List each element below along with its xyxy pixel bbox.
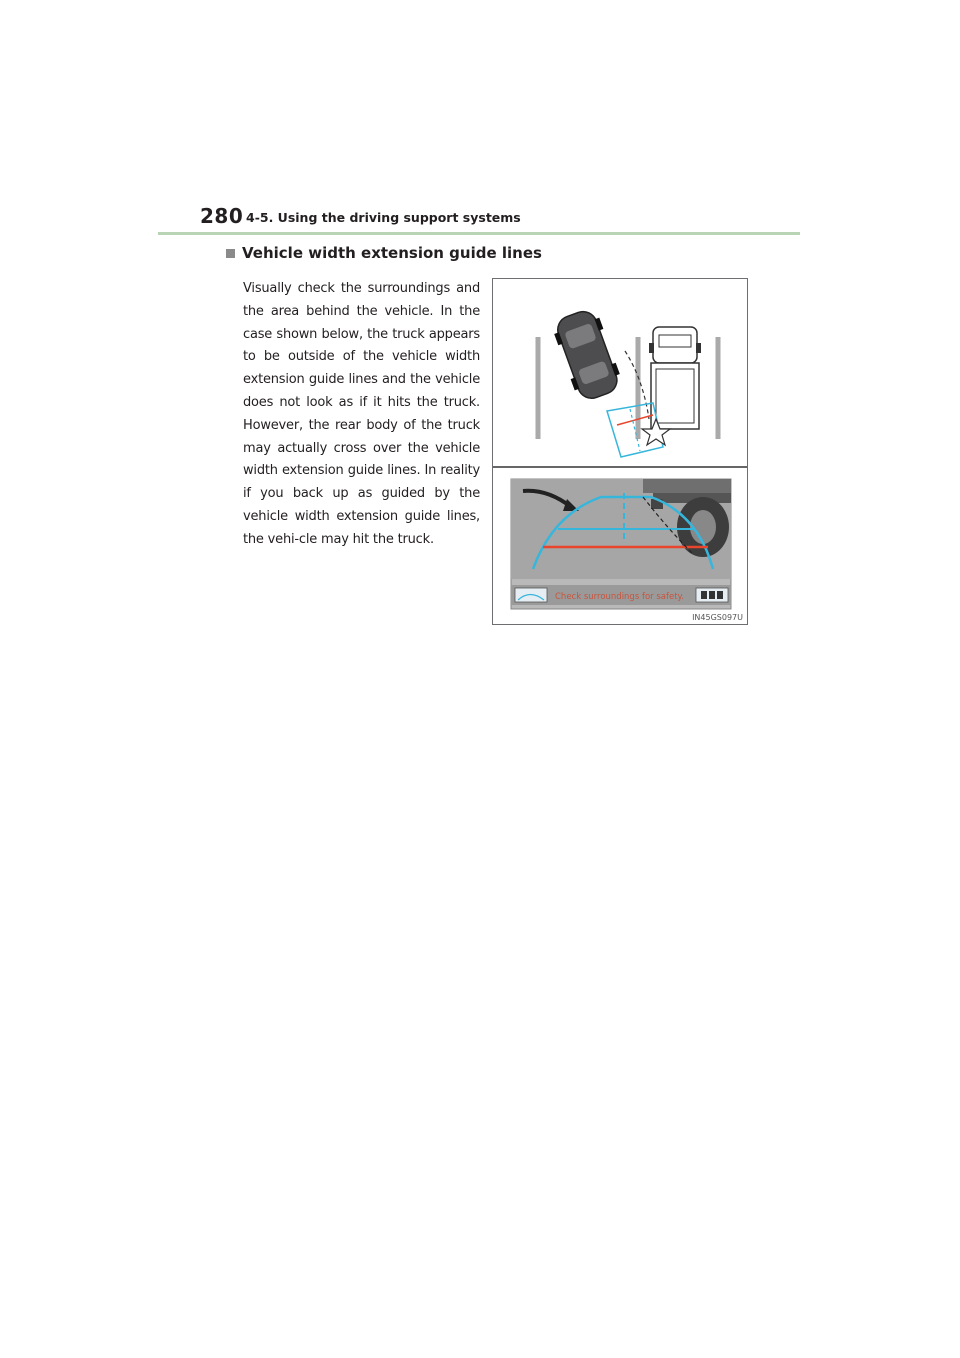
chapter-title: 4-5. Using the driving support systems	[246, 210, 521, 225]
body-paragraph: Visually check the surroundings and the area behind the vehicle. In the case shown below, the truck appears to be outside of the vehicle width extension guide lines and the vehicle does not look as if it hits the truck. However, the rear body of the truck may actually cross over the vehicle width extension guide lines. In reality if you back up as guided by the vehicle width extension guide lines, the vehi-cle may hit the truck.	[243, 281, 480, 547]
page-header	[158, 200, 800, 234]
illustration-drawing	[493, 279, 747, 624]
top-distance-line	[617, 415, 653, 425]
guide-lines-illustration	[492, 278, 748, 625]
parking-diagram	[538, 306, 718, 457]
screen-warning-message: Check surroundings for safety.	[555, 592, 685, 602]
section-heading	[226, 244, 542, 262]
truck-top-view	[649, 327, 701, 429]
car-top-view	[550, 306, 625, 403]
page-number: 280	[200, 204, 244, 228]
header-divider	[158, 232, 800, 235]
square-bullet-icon	[226, 249, 235, 258]
camera-screen	[511, 479, 731, 609]
section-heading-text: Vehicle width extension guide lines	[242, 244, 542, 262]
figure-code: IN45GS097U	[692, 613, 743, 622]
